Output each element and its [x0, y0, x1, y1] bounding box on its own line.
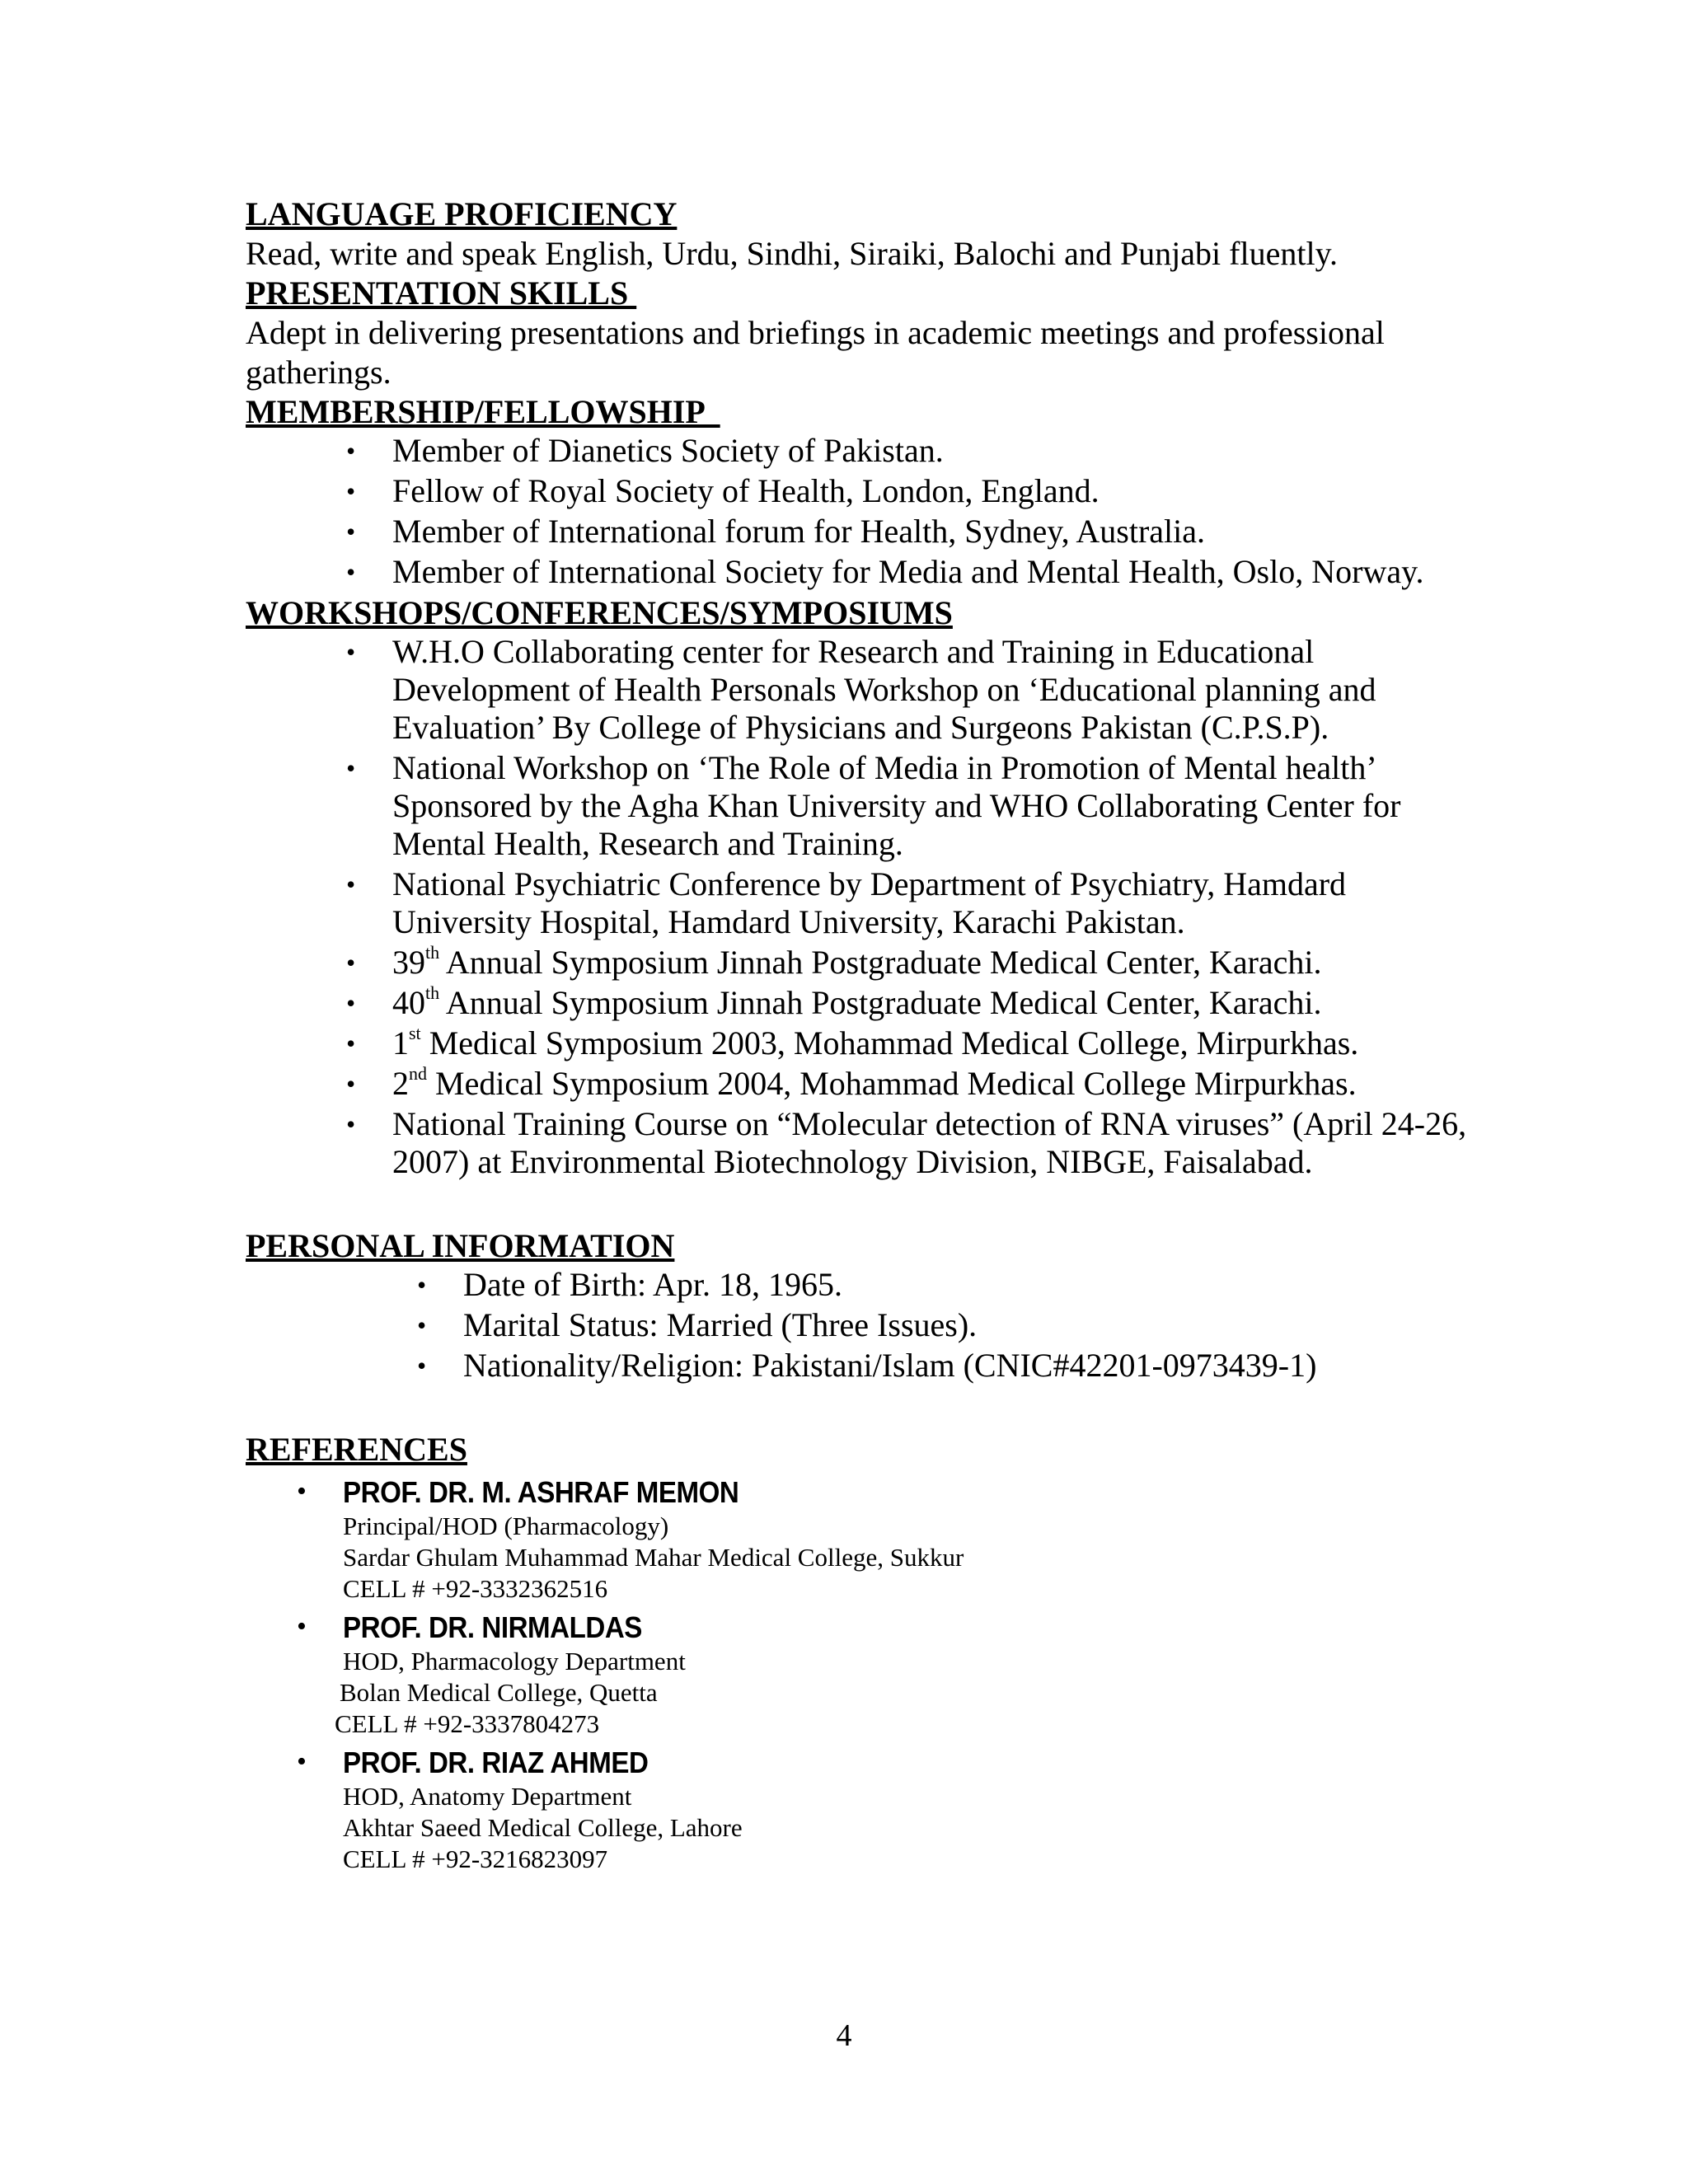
- bullet-icon: •: [346, 436, 356, 466]
- list-item: • Member of Dianetics Society of Pakistan.: [346, 432, 944, 469]
- list-item: • W.H.O Collaborating center for Research and Training in Educational Development of Health Personals Workshop on ‘Educational planning and Evaluation’ By College of Physicians and Surgeons Pakistan (C.P.S.P).: [346, 633, 1376, 746]
- list-item: • 1st Medical Symposium 2003, Mohammad Medical College, Mirpurkhas.: [346, 1022, 1359, 1062]
- list-item: • Fellow of Royal Society of Health, London, England.: [346, 472, 1100, 509]
- list-item: • 2nd Medical Symposium 2004, Mohammad Medical College Mirpurkhas.: [346, 1062, 1357, 1102]
- bullet-icon: •: [346, 637, 356, 667]
- language-text: Read, write and speak English, Urdu, Sindhi, Siraiki, Balochi and Punjabi fluently.: [246, 235, 1338, 272]
- section-spacer: [246, 1183, 1482, 1226]
- reference-title: Principal/HOD (Pharmacology): [343, 1511, 669, 1540]
- reference-name: PROF. DR. RIAZ AHMED: [343, 1746, 649, 1779]
- reference-institution: Bolan Medical College, Quetta: [340, 1678, 658, 1707]
- list-item: • National Workshop on ‘The Role of Media in Promotion of Mental health’ Sponsored by the Agha Khan University and WHO Collaborating Center for Mental Health, Research and Training.: [346, 749, 1401, 862]
- list-item: • 39th Annual Symposium Jinnah Postgraduate Medical Center, Karachi.: [346, 941, 1322, 981]
- references-list: [246, 1474, 1482, 1875]
- bullet-icon: •: [297, 1746, 307, 1777]
- section-spacer: [246, 1387, 1482, 1430]
- bullet-icon: •: [346, 1069, 356, 1099]
- bullet-icon: •: [346, 1109, 356, 1139]
- workshops-heading: WORKSHOPS/CONFERENCES/SYMPOSIUMS: [246, 594, 953, 631]
- reference-item: [246, 1610, 1482, 1740]
- page-number: 4: [836, 2018, 852, 2053]
- list-item: • National Psychiatric Conference by Department of Psychiatry, Hamdard University Hospital, Hamdard University, Karachi Pakistan.: [346, 865, 1347, 940]
- reference-title: HOD, Anatomy Department: [343, 1782, 632, 1811]
- bullet-icon: •: [346, 753, 356, 783]
- bullet-icon: •: [297, 1476, 307, 1507]
- bullet-icon: •: [346, 517, 356, 546]
- reference-item: [246, 1474, 1482, 1605]
- bullet-icon: •: [346, 988, 356, 1018]
- bullet-icon: •: [417, 1310, 427, 1340]
- reference-institution: Akhtar Saeed Medical College, Lahore: [343, 1813, 743, 1842]
- page-content: [246, 194, 1482, 1880]
- list-item: • Nationality/Religion: Pakistani/Islam (CNIC#42201-0973439-1): [417, 1347, 1317, 1384]
- bullet-icon: •: [417, 1351, 427, 1380]
- bullet-icon: •: [346, 948, 356, 977]
- bullet-icon: •: [346, 1029, 356, 1058]
- list-item: • Date of Birth: Apr. 18, 1965.: [417, 1266, 842, 1303]
- personal-list: [246, 1266, 1482, 1385]
- reference-cell: CELL # +92-3337804273: [335, 1709, 600, 1738]
- membership-heading: MEMBERSHIP/FELLOWSHIP: [246, 393, 720, 430]
- list-item: • Member of International forum for Health, Sydney, Australia.: [346, 513, 1206, 550]
- bullet-icon: •: [346, 476, 356, 506]
- bullet-icon: •: [297, 1611, 307, 1642]
- bullet-icon: •: [346, 557, 356, 587]
- membership-list: [246, 432, 1482, 591]
- reference-name: PROF. DR. M. ASHRAF MEMON: [343, 1475, 739, 1509]
- workshops-list: [246, 633, 1482, 1181]
- references-heading: REFERENCES: [246, 1431, 467, 1468]
- reference-item: [246, 1745, 1482, 1875]
- reference-title: HOD, Pharmacology Department: [343, 1647, 686, 1675]
- presentation-text: Adept in delivering presentations and briefings in academic meetings and professional gatherings.: [246, 314, 1385, 391]
- personal-heading: PERSONAL INFORMATION: [246, 1227, 675, 1264]
- reference-cell: CELL # +92-3216823097: [343, 1844, 608, 1873]
- list-item: • National Training Course on “Molecular detection of RNA viruses” (April 24-26, 2007) at Environmental Biotechnology Division, NIBGE, Faisalabad.: [346, 1105, 1467, 1180]
- reference-name: PROF. DR. NIRMALDAS: [343, 1610, 642, 1644]
- language-heading: LANGUAGE PROFICIENCY: [246, 195, 678, 232]
- presentation-heading: PRESENTATION SKILLS: [246, 274, 637, 312]
- list-item: • 40th Annual Symposium Jinnah Postgraduate Medical Center, Karachi.: [346, 982, 1322, 1021]
- reference-cell: CELL # +92-3332362516: [343, 1574, 608, 1603]
- bullet-icon: •: [346, 869, 356, 899]
- reference-institution: Sardar Ghulam Muhammad Mahar Medical College, Sukkur: [343, 1543, 964, 1572]
- list-item: • Member of International Society for Media and Mental Health, Oslo, Norway.: [346, 553, 1424, 590]
- bullet-icon: •: [417, 1270, 427, 1300]
- list-item: • Marital Status: Married (Three Issues).: [417, 1306, 978, 1343]
